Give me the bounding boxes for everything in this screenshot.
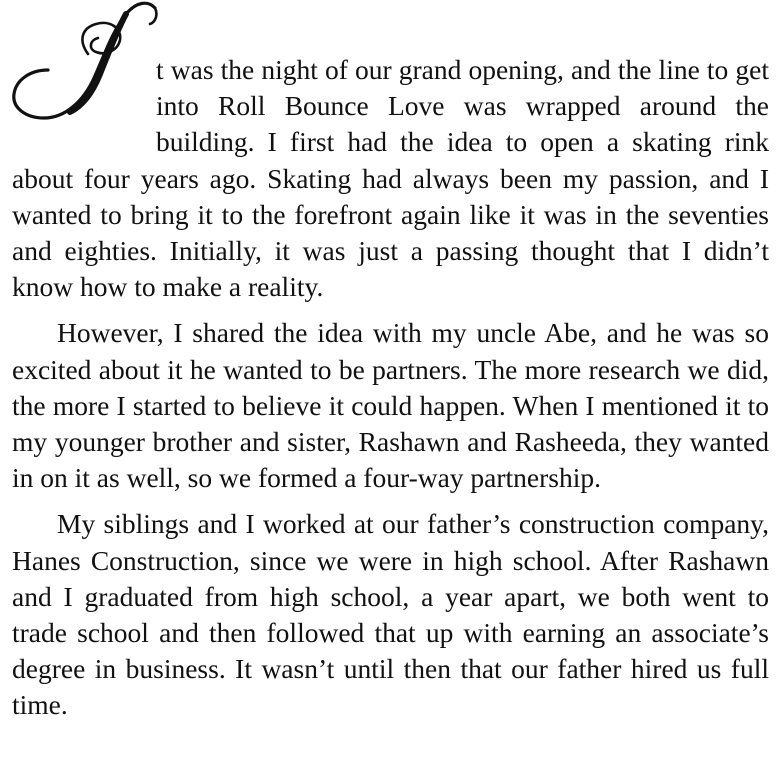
paragraph-1 [12,0,769,305]
paragraph-3: My siblings and I worked at our father’s construction company, Hanes Construction, since we were in high school. After Rashawn and I graduated from high school, a year apart, we both went to trade school and then followed that up with earning an associate’s degree in business. It wasn’t until then that our father hired us full time. [12,508,769,721]
dropcap-spacer [12,52,152,128]
book-page [12,0,769,772]
paragraph-1-text: t was the night of our grand opening, and the line to get into Roll Bounce Love was wrapped around the building. I first had the idea to open a skating rink about four years ago. Skating had always been my passion, and I wanted to bring it to the forefront again like it was in the seventies and eighties. Initially, it was just a passing thought that I didn’t know how to make a reality. [12,54,769,303]
paragraph-2: However, I shared the idea with my uncle Abe, and he was so excited about it he wanted to be partners. The more research we did, the more I started to believe it could happen. When I mentioned it to my younger brother and sister, Rashawn and Rasheeda, they wanted in on it as well, so we formed a four-way partnership. [12,317,769,494]
